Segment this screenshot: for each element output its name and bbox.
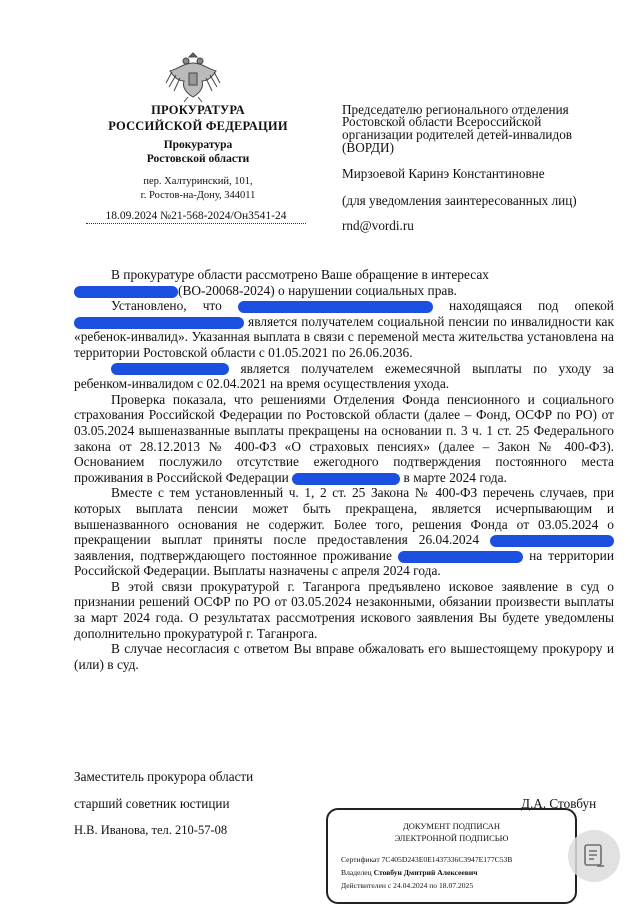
- redacted-block: [74, 317, 244, 329]
- paragraph-5: Вместе с тем установленный ч. 1, 2 ст. 25 Закона № 400-ФЗ перечень случаев, при которых выплата пенсии может быть прекращена, является исчерпывающим и вышеназванного основания не содержит. Более того, решения Фонда от 03.05.2024 о прекращении выплат приняты после предоставления 26.04.2024 заявления, подтверждающего постоянное проживание на территории Российской Федерации. Выплаты назначены с апреля 2024 года.: [74, 485, 614, 579]
- redacted-block: [398, 551, 523, 563]
- document-tools-button[interactable]: [568, 830, 620, 882]
- org-region: Ростовской области: [146, 153, 250, 165]
- addressee-note: (для уведомления заинтересованных лиц): [342, 193, 577, 208]
- org-department: Прокуратура: [163, 139, 233, 151]
- coat-of-arms-icon: [164, 47, 222, 103]
- addressee-line3: организации родителей детей-инвалидов: [342, 127, 573, 142]
- addressee-line1: Председателю регионального отделения: [342, 102, 569, 117]
- addressee-name: Мирзоевой Каринэ Константиновне: [342, 166, 545, 181]
- registration-line: [86, 210, 306, 224]
- redacted-block: [74, 286, 178, 298]
- stamp-certificate: Сертификат 7C405D243E0E1437336C3947E177C53B: [341, 855, 513, 864]
- stamp-validity: Действителен с 24.04.2024 по 18.07.2025: [341, 881, 474, 890]
- redacted-block: [292, 473, 400, 485]
- document-list-icon: [583, 844, 605, 868]
- addressee-line2: Ростовской области Всероссийской: [342, 114, 542, 129]
- signer-rank: старший советник юстиции: [74, 796, 230, 811]
- org-address-city: г. Ростов-на-Дону, 344011: [140, 190, 256, 201]
- redacted-block: [111, 363, 229, 375]
- executor-info: Н.В. Иванова, тел. 210-57-08: [74, 823, 228, 837]
- letter-body: [74, 267, 614, 672]
- redacted-block: [490, 535, 614, 547]
- registration-number: №21-568-2024/Он3541-24: [160, 210, 287, 222]
- paragraph-1: В прокуратуре области рассмотрено Ваше обращение в интересах (ВО-20068-2024) о нарушении социальных прав.: [74, 267, 614, 298]
- paragraph-4: Проверка показала, что решениями Отделения Фонда пенсионного и социального страхования Российской Федерации по Ростовской области (далее – Фонд, ОСФР по РО) от 03.05.2024 вышеназванные выплаты прекращены на основании п. 3 ч. 1 ст. 25 Федерального закона от 28.12.2013 № 400-ФЗ «О страховых пенсиях» (далее – Закон № 400-ФЗ). Основанием послужило отсутствие ежегодного подтверждения постоянного места проживания в Российской Федерации в марте 2024 года.: [74, 391, 614, 485]
- paragraph-3: является получателем ежемесячной выплаты по уходу за ребенком-инвалидом с 02.04.2021 на время осуществления ухода.: [74, 360, 614, 392]
- redacted-block: [238, 301, 433, 313]
- org-subtitle: РОССИЙСКОЙ ФЕДЕРАЦИИ: [108, 119, 288, 133]
- paragraph-6: В этой связи прокуратурой г. Таганрога предъявлено исковое заявление в суд о признании решений ОСФР по РО от 03.05.2024 незаконными, обязании произвести выплаты за март 2024 года. О результатах рассмотрения искового заявления Вы будете уведомлены дополнительно прокуратурой г. Таганрога.: [74, 578, 614, 641]
- stamp-title2: ЭЛЕКТРОННОЙ ПОДПИСЬЮ: [394, 833, 509, 843]
- org-address-street: пер. Халтуринский, 101,: [143, 176, 253, 187]
- addressee-line4: (ВОРДИ): [342, 140, 394, 155]
- stamp-title1: ДОКУМЕНТ ПОДПИСАН: [402, 821, 501, 831]
- addressee-email: rnd@vordi.ru: [342, 218, 414, 233]
- org-title: ПРОКУРАТУРА: [151, 103, 245, 117]
- signer-name: Д.А. Стовбун: [521, 796, 597, 811]
- e-signature-stamp: [326, 808, 577, 904]
- registration-date: 18.09.2024: [105, 210, 158, 222]
- paragraph-2: Установлено, что находящаяся под опекой является получателем социальной пенсии по инвалидности как «ребенок-инвалид». Указанная выплата в связи с переменой места жительства установлена на территории Ростовской области с 01.05.2021 по 26.06.2036.: [74, 298, 615, 360]
- stamp-owner: Владелец Стовбун Дмитрий Алексеевич: [341, 868, 478, 877]
- paragraph-7: В случае несогласия с ответом Вы вправе обжаловать его вышестоящему прокурору и (или) в суд.: [74, 641, 614, 672]
- signer-position: Заместитель прокурора области: [74, 769, 254, 784]
